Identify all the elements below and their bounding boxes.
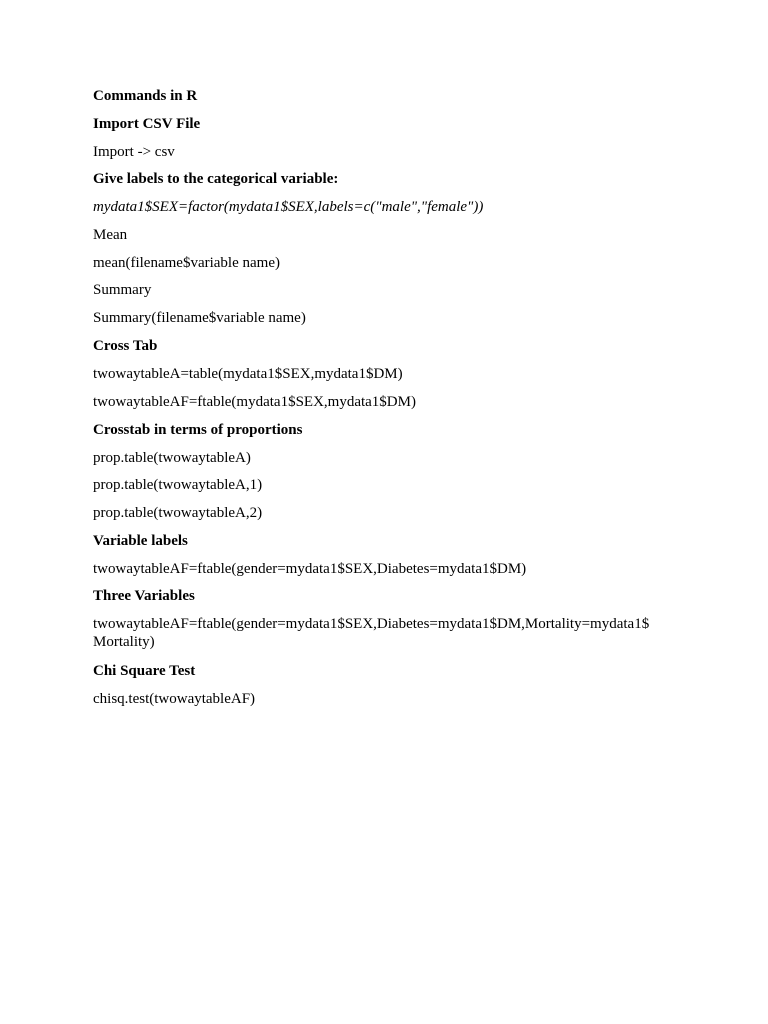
command-prop-table-1: prop.table(twowaytableA,1) <box>93 477 263 493</box>
command-summary: Summary(filename$variable name) <box>93 310 306 326</box>
command-chisq: chisq.test(twowaytableAF) <box>93 691 256 707</box>
command-ftable: twowaytableAF=ftable(mydata1$SEX,mydata1$DM) <box>93 394 416 410</box>
heading-proportions: Crosstab in terms of proportions <box>93 422 303 438</box>
command-prop-table: prop.table(twowaytableA) <box>93 450 251 466</box>
heading-import-csv: Import CSV File <box>93 116 201 132</box>
command-table: twowaytableA=table(mydata1$SEX,mydata1$DM) <box>93 366 403 382</box>
heading-three-variables: Three Variables <box>93 588 195 604</box>
command-mean: mean(filename$variable name) <box>93 255 280 271</box>
command-ftable-three-cont: Mortality) <box>93 634 155 650</box>
command-prop-table-2: prop.table(twowaytableA,2) <box>93 505 263 521</box>
command-ftable-three: twowaytableAF=ftable(gender=mydata1$SEX,Diabetes=mydata1$DM,Mortality=mydata1$ <box>93 616 650 632</box>
heading-variable-labels: Variable labels <box>93 533 188 549</box>
heading-chi-square: Chi Square Test <box>93 663 196 679</box>
command-import: Import -> csv <box>93 144 175 160</box>
label-summary: Summary <box>93 282 152 298</box>
label-mean: Mean <box>93 227 128 243</box>
command-ftable-labels: twowaytableAF=ftable(gender=mydata1$SEX,Diabetes=mydata1$DM) <box>93 561 527 577</box>
command-factor: mydata1$SEX=factor(mydata1$SEX,labels=c("male","female")) <box>93 199 484 215</box>
doc-title: Commands in R <box>93 88 198 104</box>
heading-cross-tab: Cross Tab <box>93 338 158 354</box>
heading-labels: Give labels to the categorical variable: <box>93 171 339 187</box>
